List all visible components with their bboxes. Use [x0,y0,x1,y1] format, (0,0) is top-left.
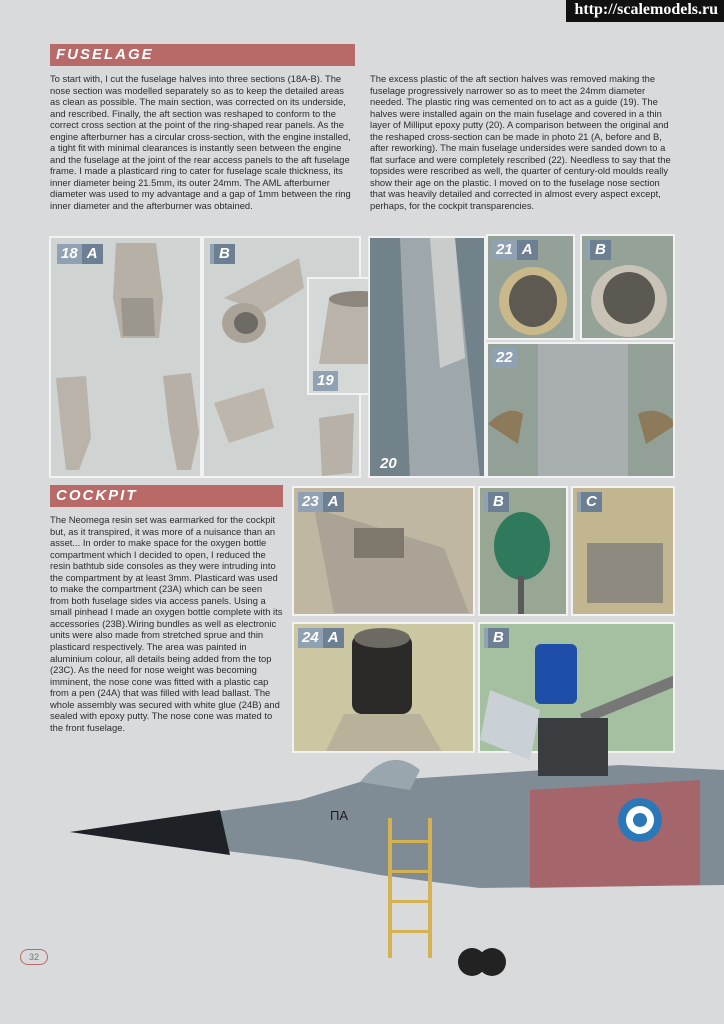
photo-20 [368,236,486,478]
page-number: 32 [20,949,48,965]
photo-label-23a: 23 A [298,492,344,512]
photo-21a [486,234,575,340]
photo-23c [571,486,675,616]
photo-label-21a: 21 A [492,240,538,260]
fuselage-putty-image [370,238,486,478]
fuselage-text-right [370,73,675,212]
photo-22 [486,342,675,478]
photo-23b [478,486,568,616]
cockpit-header: COCKPIT [50,485,283,507]
photo-label-21b: B [586,240,611,260]
paragraph: To start with, I cut the fuselage halves into three sections (18A-B). The nose section was modelled separately so as to keep the detailed areas as clean as possible. The main section, was corrected on its underside, and rescribed. Finally, the aft section was reshaped to conform to the correct cross section at the point of the ring-shaped rear panels. As the engine afterburner has a circular cross-section, with the engine installed, a tight fit with minimal clearances is instantly seen between the engine and the fuselage at the joint of the rear access panels to the aft fuselage frame. I made a plasticard ring to cater for fuselage scale thickness, its inner diameter being 21.5mm, its outer 24mm. The AML afterburner diameter was used to my advantage and a gap of 1mm between the ring inner diameter and the afterburner was obtained. [50,73,351,212]
photo-label-18b: B [210,244,235,264]
fuselage-header: FUSELAGE [50,44,355,66]
photo-label-20: 20 [380,455,397,472]
photo-label-19: 19 [313,371,338,391]
fuselage-text-left [50,73,355,212]
photo-label-22: 22 [492,348,517,368]
paragraph: The excess plastic of the aft section halves was removed making the fuselage progressively narrower so as to meet the 24mm diameter needed. The plastic ring was cemented on to act as a guide (19). The halves were installed again on the main fuselage and covered in a thin layer of Milliput epoxy putty (20). A comparison between the original and the reshaped cross-section can be made in photo 21 (A, before and B, after reworking). The main fuselage undersides were sanded down to a flat surface and were completely rescribed (22). Needless to say that the topsides were rescribed as well, the quarter of century-old moulds really show their age on the plastic. I moved on to the fuselage nose section that was heavily detailed and corrected in almost every aspect except, perhaps, for the cockpit transparencies. [370,73,671,212]
paragraph: The Neomega resin set was earmarked for the cockpit but, as it transpired, it was more of a nuisance than an asset... In order to make space for the oxygen bottle compartment which I decided to open, I reduced the resin bathtub side consoles as they were intruding into the compartment by at least 3mm. Plasticard was used to make the compartment (23A) which can be seen from both fuselage sides via access panels. Using a small pinhead I made an oxygen bottle complete with its accessories (23B).Wiring bundles as well as electronic units were also made from stretched sprue and thin plasticard respectively. The area was painted in aluminium colour, all details being added from the top (23C). As the need for nose weight was becoming imminent, the nose cone was fitted with a plastic cap from a pen (24A) that was filled with lead ballast. The whole assembly was secured with white glue (24B) and sealed with epoxy putty. The nose cone was mated to the front fuselage. [50,514,283,733]
photo-label-24a: 24 A [298,628,344,648]
aircraft-model-image [60,670,724,990]
photo-label-18a: 18 A [57,244,103,264]
photo-18a [49,236,202,478]
watermark: http://scalemodels.ru [566,0,724,22]
photo-21b [580,234,675,340]
photo-label-24b: B [484,628,509,648]
photo-label-23b: B [484,492,509,512]
photo-23a [292,486,475,616]
fuselage-parts-image [51,238,202,478]
photo-label-23c: C [577,492,602,512]
aircraft-marking: ΠΑ [330,808,349,823]
